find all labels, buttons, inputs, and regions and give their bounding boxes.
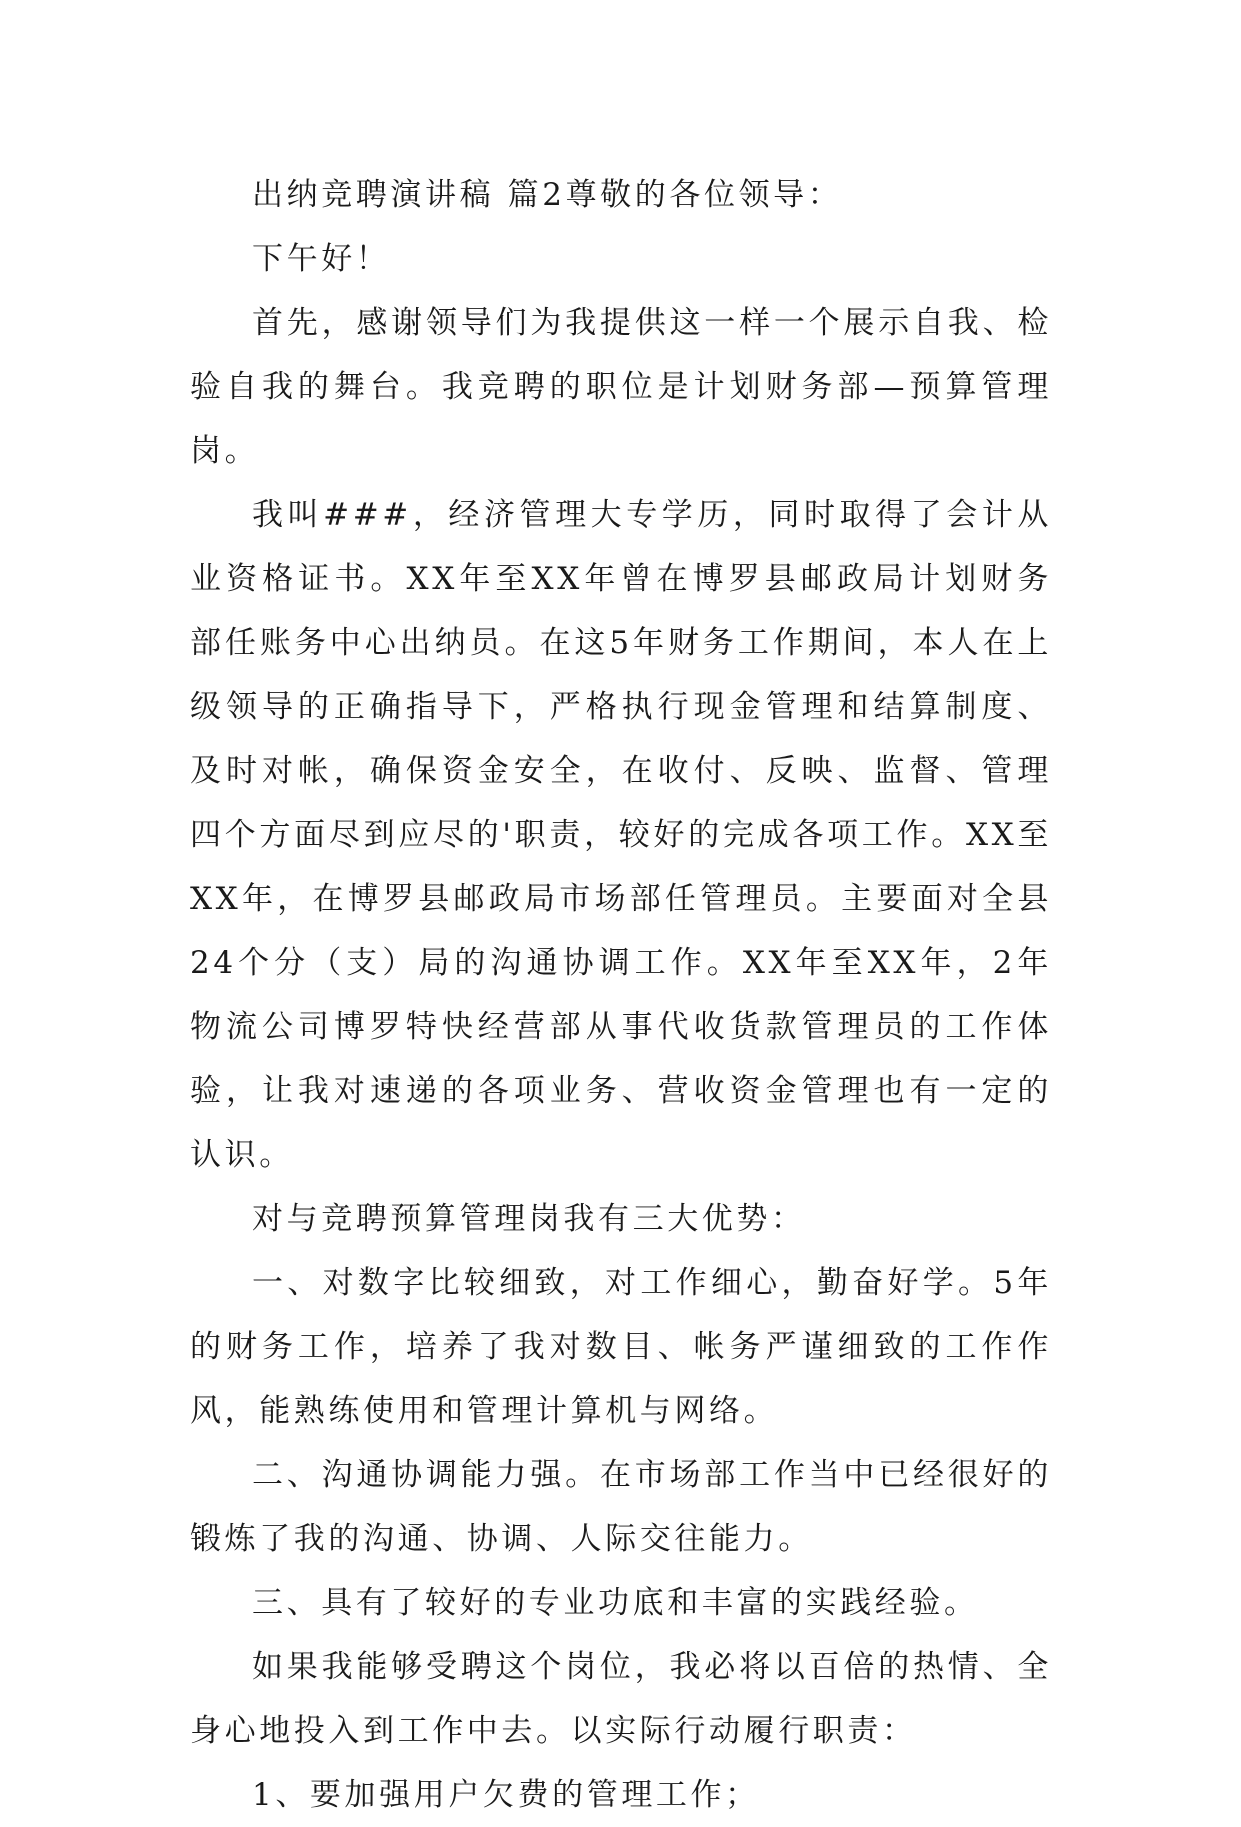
document-body bbox=[190, 163, 1052, 1827]
paragraph-advantage-one: 一、对数字比较细致，对工作细心，勤奋好学。5年的财务工作，培养了我对数目、帐务严谨细致的工作作风，能熟练使用和管理计算机与网络。 bbox=[190, 1265, 1052, 1429]
paragraph-intro: 首先，感谢领导们为我提供这一样一个展示自我、检验自我的舞台。我竞聘的职位是计划财务部—预算管理岗。 bbox=[190, 305, 1052, 469]
paragraph-title-greeting: 出纳竞聘演讲稿 篇2尊敬的各位领导： bbox=[252, 177, 843, 213]
paragraph-advantage-three: 三、具有了较好的专业功底和丰富的实践经验。 bbox=[252, 1585, 979, 1621]
paragraph-background: 我叫###，经济管理大专学历，同时取得了会计从业资格证书。XX年至XX年曾在博罗县邮政局计划财务部任账务中心出纳员。在这5年财务工作期间，本人在上级领导的正确指导下，严格执行现金管理和结算制度、及时对帐，确保资金安全，在收付、反映、监督、管理四个方面尽到应尽的'职责，较好的完成各项工作。XX至XX年，在博罗县邮政局市场部任管理员。主要面对全县24个分（支）局的沟通协调工作。XX年至XX年，2年物流公司博罗特快经营部从事代收货款管理员的工作体验，让我对速递的各项业务、营收资金管理也有一定的认识。 bbox=[190, 497, 1052, 1173]
paragraph-advantage-two: 二、沟通协调能力强。在市场部工作当中已经很好的锻炼了我的沟通、协调、人际交往能力。 bbox=[190, 1457, 1052, 1557]
paragraph-duty-one: 1、要加强用户欠费的管理工作； bbox=[252, 1777, 760, 1813]
paragraph-commitment: 如果我能够受聘这个岗位，我必将以百倍的热情、全身心地投入到工作中去。以实际行动履行职责： bbox=[190, 1649, 1052, 1749]
paragraph-advantages-heading: 对与竞聘预算管理岗我有三大优势： bbox=[252, 1201, 806, 1237]
paragraph-salutation: 下午好！ bbox=[252, 241, 391, 277]
